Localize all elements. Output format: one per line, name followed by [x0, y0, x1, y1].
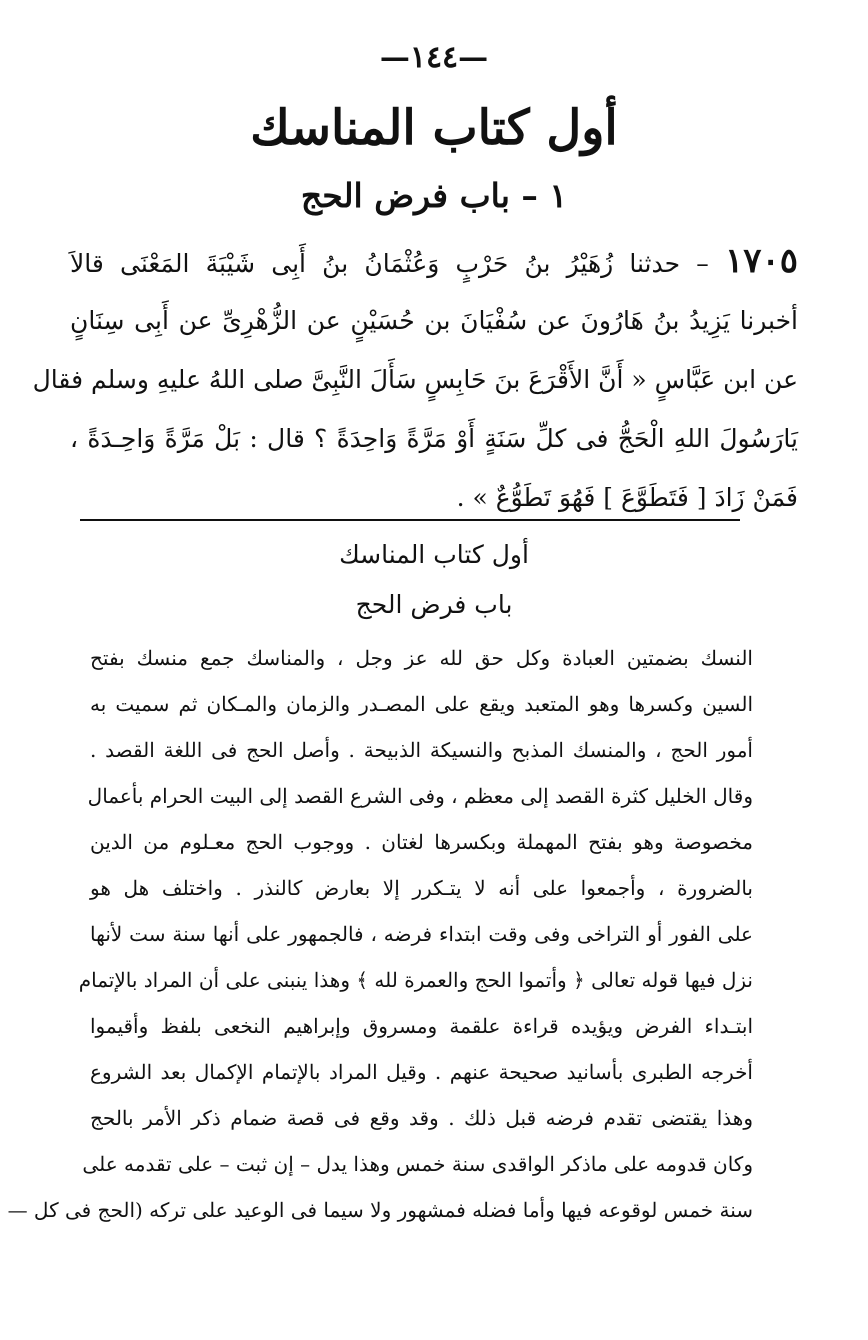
- hadith-line: عن ابن عَبَّاسٍ « أَنَّ الأَقْرَعَ بنَ حَابِسٍ سَأَلَ النَّبِىَّ صلى اللهُ عليهِ وسلم فقال: [32, 365, 798, 394]
- book-title: أول كتاب المناسك: [250, 100, 618, 156]
- commentary-line: وكان قدومه على ماذكر الواقدى سنة خمس وهذا يدل – إن ثبت – على تقدمه على: [82, 1152, 753, 1176]
- commentary-line: سنة خمس لوقوعه فيها وأما فضله فمشهور ولا سيما فى الوعيد على تركه (الحج فى كل —: [7, 1198, 753, 1222]
- commentary-line: أمور الحج ، والمنسك المذبح والنسيكة الذبيحة . وأصل الحج فى اللغة القصد .: [90, 738, 753, 762]
- hadith-line: أخبرنا يَزِيدُ بنُ هَارُونَ عن سُفْيَانَ بن حُسَيْنٍ عن الزُّهْرِىِّ عن أَبِى سِنَانٍ: [70, 306, 798, 335]
- commentary-text: [7, 635, 754, 1233]
- section-divider: [80, 519, 740, 521]
- commentary-line: بالضرورة ، وأجمعوا على أنه لا يتـكرر إلا بعارض كالنذر . واختلف هل هو: [90, 876, 753, 900]
- commentary-line: وقال الخليل كثرة القصد إلى معظم ، وفى الشرع القصد إلى البيت الحرام بأعمال: [87, 784, 753, 808]
- hadith-number: ١٧٠٥: [724, 241, 798, 281]
- hadith-line: [70, 232, 798, 291]
- hadith-text: [32, 232, 798, 527]
- page-number: —١٤٤—: [379, 40, 489, 75]
- hadith-line: فَمَنْ زَادَ [ فَتَطَوَّعَ ] فَهُوَ تَطَوُّعٌ » .: [456, 483, 798, 512]
- commentary-line: أخرجه الطبرى بأسانيد صحيحة عنهم . وقيل المراد بالإتمام الإكمال بعد الشروع: [90, 1060, 753, 1084]
- hadith-line-text: – حدثنا زُهَيْرُ بنُ حَرْبٍ وَعُثْمَانُ بنُ أَبِى شَيْبَةَ المَعْنَى قالاَ: [70, 249, 709, 278]
- commentary-book-title: أول كتاب المناسك: [339, 540, 529, 569]
- commentary-line: ابتـداء الفرض ويؤيده قراءة علقمة ومسروق وإبراهيم النخعى بلفظ وأقيموا: [90, 1014, 754, 1038]
- hadith-line: يَارَسُولَ اللهِ الْحَجُّ فى كلِّ سَنَةٍ أَوْ مَرَّةً وَاحِدَةً ؟ قال : بَلْ مَرَّةً وَاحِـدَةً ،: [70, 424, 798, 453]
- commentary-line: السين وكسرها وهو المتعبد ويقع على المصـدر والزمان والمـكان ثم سميت به: [90, 692, 753, 716]
- commentary-line: وهذا يقتضى تقدم فرضه قبل ذلك . وقد وقع فى قصة ضمام ذكر الأمر بالحج: [90, 1106, 753, 1130]
- chapter-title: ١ – باب فرض الحج: [300, 176, 568, 215]
- commentary-line: مخصوصة وهو بفتح المهملة وبكسرها لغتان . ووجوب الحج معـلوم من الدين: [90, 830, 753, 854]
- commentary-line: النسك بضمتين العبادة وكل حق لله عز وجل ، والمناسك جمع منسك بفتح: [90, 646, 753, 670]
- commentary-line: على الفور أو التراخى وفى وقت ابتداء فرضه ، فالجمهور على أنها سنة ست لأنها: [90, 922, 753, 946]
- commentary-chapter-title: باب فرض الحج: [355, 590, 513, 619]
- commentary-line: نزل فيها قوله تعالى ﴿ وأتموا الحج والعمرة لله ﴾ وهذا ينبنى على أن المراد بالإتمام: [78, 968, 753, 992]
